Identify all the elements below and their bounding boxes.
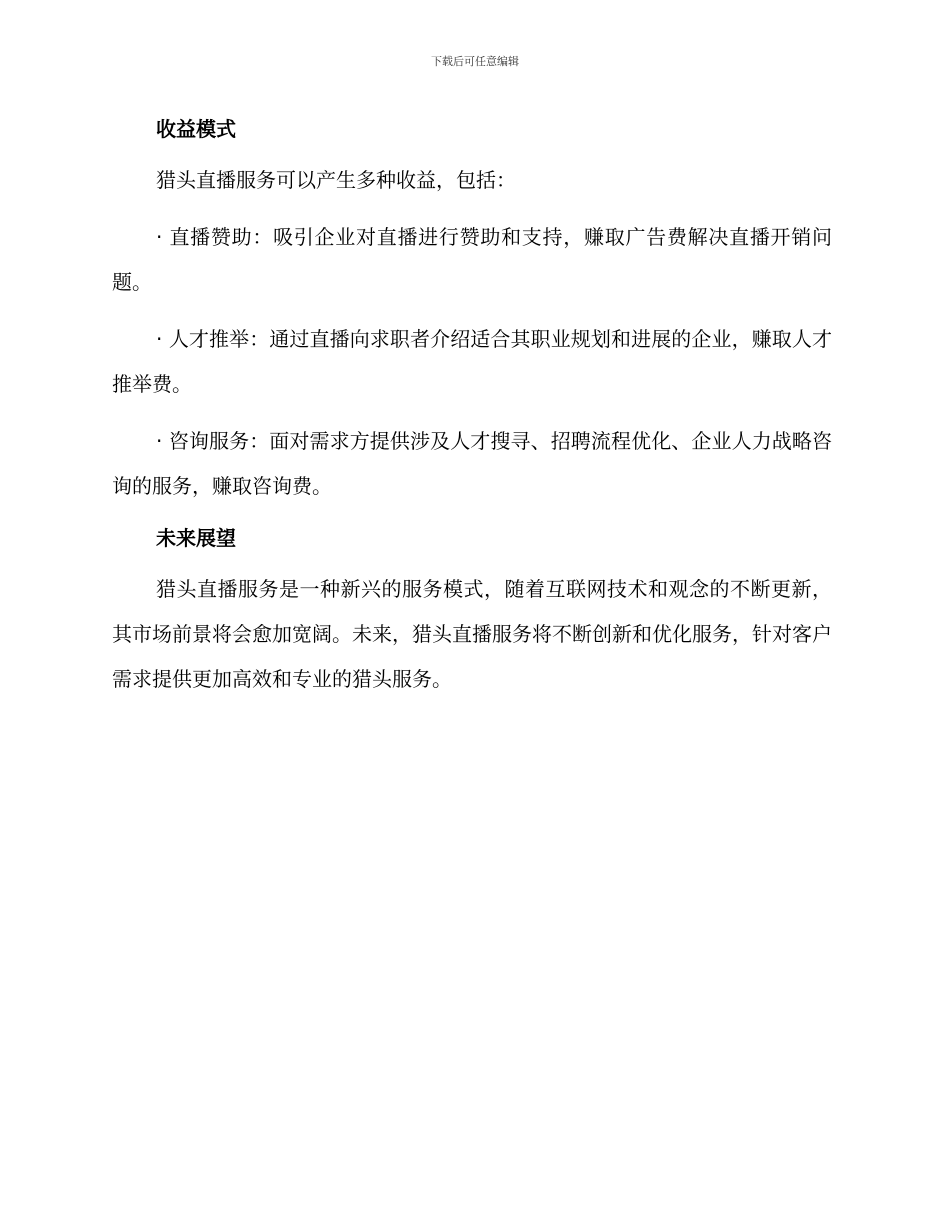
revenue-item-consulting: · 咨询服务：面对需求方提供涉及人才搜寻、招聘流程优化、企业人力战略咨询的服务，赚取咨询费。 (112, 429, 832, 498)
revenue-item-talent-referral: · 人才推举：通过直播向求职者介绍适合其职业规划和进展的企业，赚取人才推举费。 (112, 327, 832, 396)
page-header: 下载后可任意编辑 (431, 55, 519, 68)
section-heading-revenue-model: 收益模式 (156, 117, 236, 141)
document-body (112, 112, 832, 714)
future-outlook-paragraph: 猎头直播服务是一种新兴的服务模式，随着互联网技术和观念的不断更新，其市场前景将会愈加宽阔。未来，猎头直播服务将不断创新和优化服务，针对客户需求提供更加高效和专业的猎头服务。 (112, 577, 832, 691)
revenue-intro-paragraph: 猎头直播服务可以产生多种收益，包括： (156, 168, 516, 192)
section-heading-future-outlook: 未来展望 (156, 526, 236, 550)
revenue-item-sponsorship: · 直播赞助：吸引企业对直播进行赞助和支持，赚取广告费解决直播开销问题。 (112, 225, 832, 294)
